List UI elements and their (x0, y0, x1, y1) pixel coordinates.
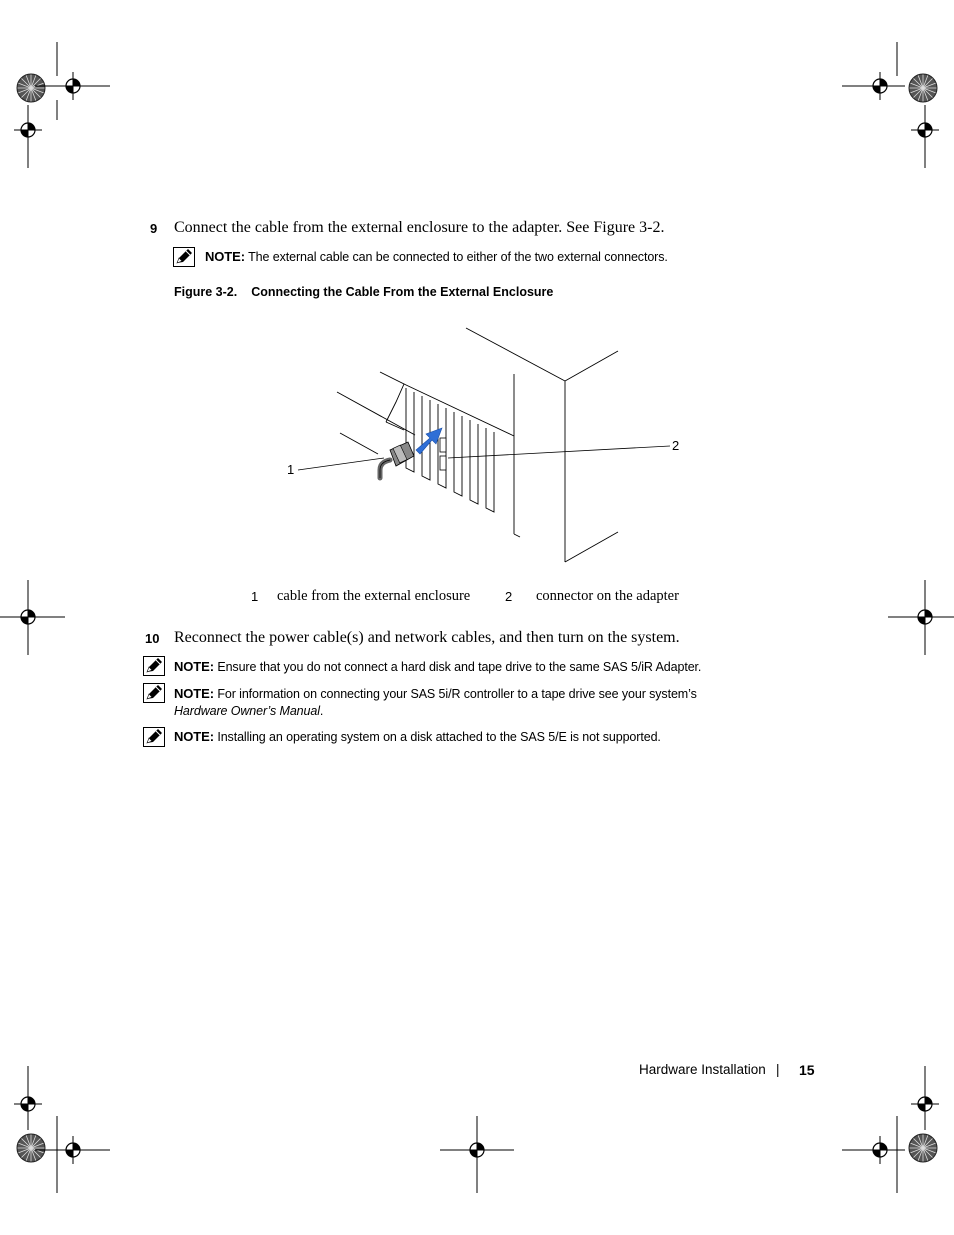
step-number: 9 (150, 221, 158, 236)
legend-text: connector on the adapter (536, 588, 679, 604)
figure-caption (174, 285, 553, 299)
starburst-target-icon (909, 74, 937, 102)
footer-section: Hardware Installation (639, 1062, 766, 1077)
note-text: The external cable can be connected to either of the two external connectors. (248, 250, 668, 264)
starburst-target-icon (17, 1134, 45, 1162)
pencil-note-icon (143, 656, 165, 676)
note-external-cable (205, 248, 668, 266)
step-text: Reconnect the power cable(s) and network cables, and then turn on the system. (174, 629, 680, 646)
footer-separator: | (776, 1062, 780, 1077)
step-number: 10 (145, 631, 160, 646)
note-text: Ensure that you do not connect a hard disk and tape drive to the same SAS 5/iR Adapter. (217, 660, 702, 674)
pencil-note-icon (173, 247, 195, 267)
starburst-target-icon (909, 1134, 937, 1162)
legend-number: 1 (251, 589, 259, 604)
pencil-note-icon (143, 683, 165, 703)
legend-number: 2 (505, 589, 513, 604)
note-label: NOTE: (174, 659, 214, 674)
callout-1: 1 (287, 462, 295, 477)
callout-2: 2 (672, 438, 680, 453)
starburst-target-icon (17, 74, 45, 102)
manual-title: Hardware Owner’s Manual (174, 704, 320, 718)
figure-title: Connecting the Cable From the External Enclosure (251, 285, 554, 299)
note-label: NOTE: (174, 686, 214, 701)
note-text: Installing an operating system on a disk attached to the SAS 5/E is not supported. (217, 730, 661, 744)
note-text-end: . (319, 704, 324, 718)
legend-text: cable from the external enclosure (277, 588, 471, 604)
step-text: Connect the cable from the external enclosure to the adapter. See Figure 3-2. (174, 219, 665, 236)
note-os-install (174, 728, 661, 746)
note-tape-drive (174, 685, 734, 720)
figure-number: Figure 3-2. (174, 285, 238, 299)
note-hard-disk-tape (174, 658, 701, 676)
page-number: 15 (799, 1062, 815, 1078)
note-text: For information on connecting your SAS 5i/R controller to a tape drive see your system’s (217, 687, 697, 701)
note-label: NOTE: (205, 249, 245, 264)
pencil-note-icon (143, 727, 165, 747)
note-label: NOTE: (174, 729, 214, 744)
figure-illustration (280, 320, 700, 570)
